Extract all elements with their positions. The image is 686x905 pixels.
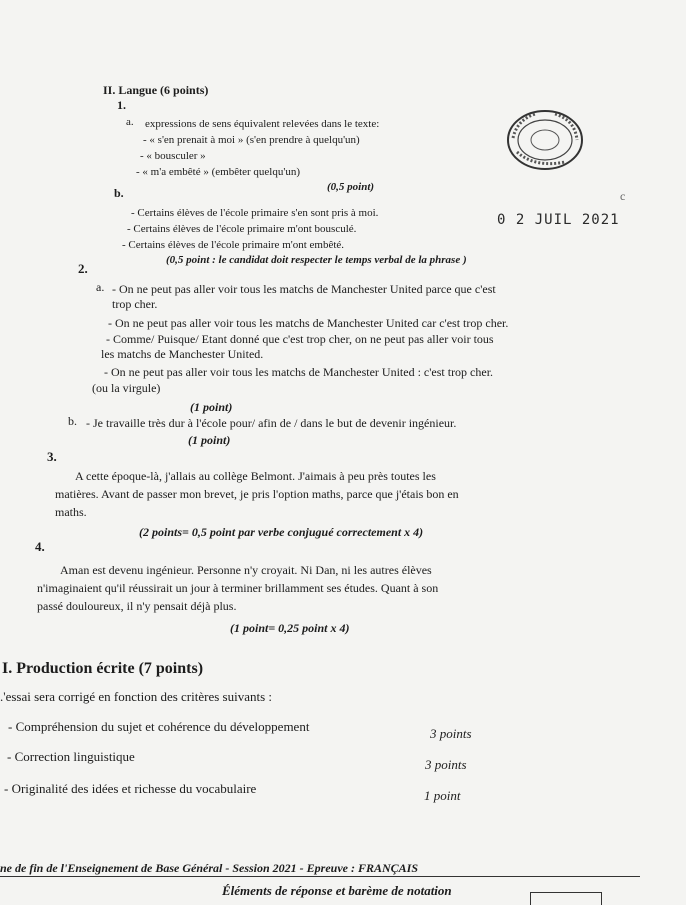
- criterion-label: - Compréhension du sujet et cohérence du développement: [8, 719, 310, 734]
- q2a-line: (ou la virgule): [92, 381, 161, 395]
- q2a-line: trop cher.: [112, 297, 158, 311]
- date-stamp: 0 2 JUIL 2021: [497, 212, 620, 228]
- q4-line: Aman est devenu ingénieur. Personne n'y croyait. Ni Dan, ni les autres élèves: [60, 563, 432, 577]
- q3-line: maths.: [55, 505, 87, 519]
- section-2-heading: II. Langue (6 points): [103, 83, 209, 97]
- question-3-number: 3.: [47, 449, 57, 464]
- q1b-item: - Certains élèves de l'école primaire m'ont embêté.: [122, 239, 345, 251]
- q2a-points: (1 point): [190, 400, 233, 414]
- section-3-intro: .'essai sera corrigé en fonction des critères suivants :: [0, 689, 272, 704]
- footer-page-box: [530, 892, 602, 905]
- question-1-number: 1.: [117, 98, 126, 112]
- criterion-label: - Originalité des idées et richesse du vocabulaire: [4, 781, 257, 796]
- criterion-points: 3 points: [430, 726, 472, 741]
- criterion-label: - Correction linguistique: [7, 749, 135, 764]
- section-3-heading: I. Production écrite (7 points): [2, 660, 204, 677]
- margin-mark: c: [620, 189, 626, 203]
- q3-line: matières. Avant de passer mon brevet, je pris l'option maths, parce que j'étais bon en: [55, 487, 459, 501]
- q2a-line: - On ne peut pas aller voir tous les matchs de Manchester United parce que c'est: [112, 282, 496, 296]
- q4-points: (1 point= 0,25 point x 4): [230, 621, 350, 635]
- footer-exam-line: ne de fin de l'Enseignement de Base Général - Session 2021 - Epreuve : FRANÇAIS: [0, 861, 419, 875]
- q3-line: A cette époque-là, j'allais au collège Belmont. J'aimais à peu près toutes les: [75, 469, 436, 483]
- criterion-points: 1 point: [424, 788, 461, 803]
- footer-subtitle: Éléments de réponse et barème de notation: [222, 883, 452, 898]
- q1a-intro: expressions de sens équivalent relevées dans le texte:: [145, 118, 380, 130]
- q1a-item: - « m'a embêté » (embêter quelqu'un): [136, 166, 301, 178]
- q2a-line: les matchs de Manchester United.: [101, 347, 264, 361]
- q1a-item: - « s'en prenait à moi » (s'en prendre à quelqu'un): [143, 134, 360, 146]
- q1b-item: - Certains élèves de l'école primaire s'en sont pris à moi.: [131, 207, 379, 219]
- q2a-line: - Comme/ Puisque/ Etant donné que c'est trop cher, on ne peut pas aller voir tous: [106, 332, 494, 346]
- q1b-item: - Certains élèves de l'école primaire m'ont bousculé.: [127, 223, 357, 235]
- q2b-label: b.: [68, 414, 77, 428]
- q2a-line: - On ne peut pas aller voir tous les matchs de Manchester United car c'est trop cher.: [108, 316, 509, 330]
- criterion-points: 3 points: [425, 757, 467, 772]
- q2b-points: (1 point): [188, 433, 231, 447]
- q1a-label: a.: [126, 116, 134, 128]
- question-2-number: 2.: [78, 261, 88, 276]
- q1a-item: - « bousculer »: [140, 150, 206, 162]
- q1b-label: b.: [114, 186, 124, 200]
- question-4-number: 4.: [35, 539, 45, 554]
- q1a-points: (0,5 point): [327, 181, 375, 193]
- q4-line: n'imaginaient qu'il réussirait un jour à terminer brillamment ses études. Quant à son: [37, 581, 439, 595]
- q3-points: (2 points= 0,5 point par verbe conjugué correctement x 4): [139, 525, 424, 539]
- footer-rule: [0, 876, 640, 877]
- q4-line: passé douloureux, il n'y pensait déjà plus.: [37, 599, 237, 613]
- q1b-note: (0,5 point : le candidat doit respecter le temps verbal de la phrase ): [166, 254, 467, 266]
- q2a-line: - On ne peut pas aller voir tous les matchs de Manchester United : c'est trop cher.: [104, 365, 494, 379]
- official-seal-stamp: [505, 108, 585, 172]
- q2a-label: a.: [96, 280, 105, 294]
- q2b-line: - Je travaille très dur à l'école pour/ afin de / dans le but de devenir ingénieur.: [86, 416, 457, 430]
